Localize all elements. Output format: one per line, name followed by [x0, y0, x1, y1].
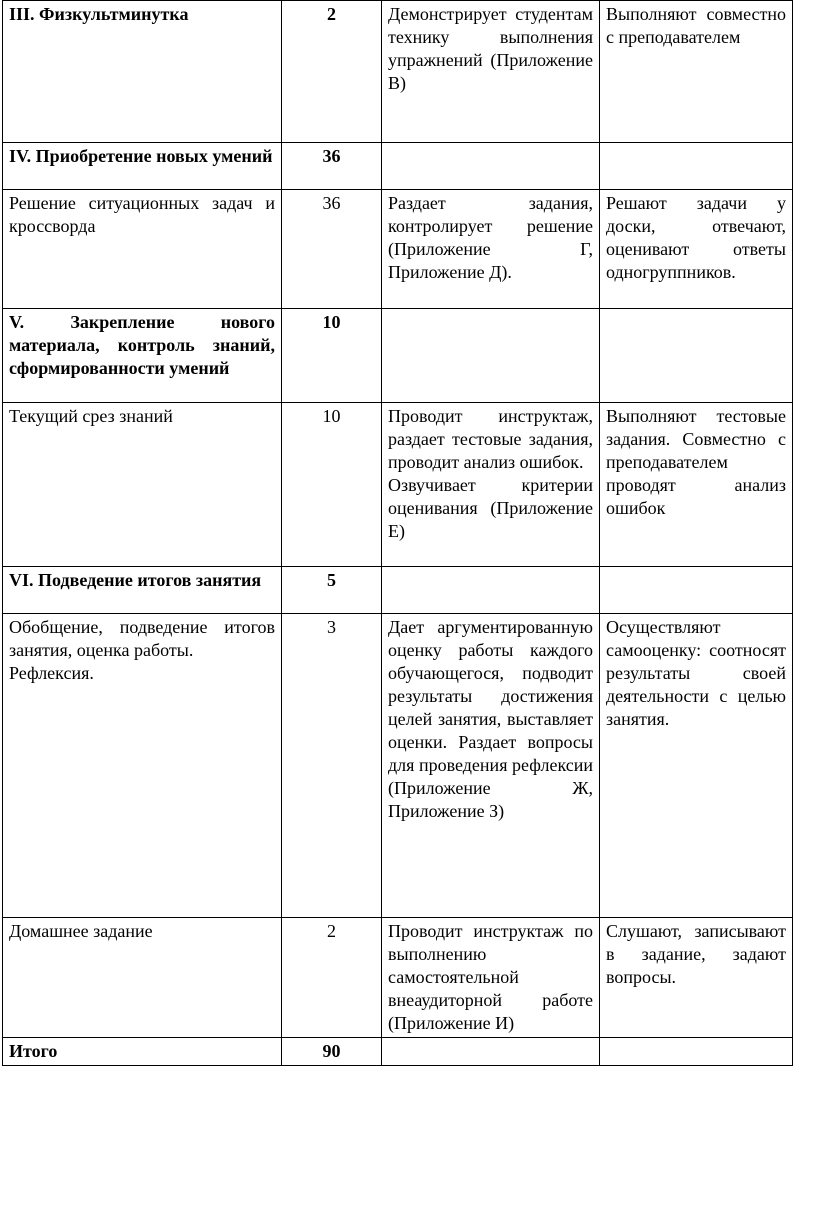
- teacher-activity-cell: [382, 309, 600, 403]
- teacher-activity-cell: Дает аргументированную оценку работы каждого обучающегося, подводит результаты достижения целей занятия, выставляет оценки. Раздает вопросы для проведения рефлексии (Приложение Ж, Приложение З): [382, 614, 600, 918]
- teacher-activity-cell: Демонстрирует студентам технику выполнения упражнений (Приложение В): [382, 1, 600, 143]
- student-activity-cell: Выполняют совместно с преподавателем: [600, 1, 793, 143]
- total-minutes-cell: 90: [282, 1038, 382, 1066]
- student-activity-cell: Выполняют тестовые задания. Совместно с преподавателем проводят анализ ошибок: [600, 403, 793, 567]
- teacher-activity-text: Проводит инструктаж, раздает тестовые задания, проводит анализ ошибок.: [388, 406, 593, 472]
- stage-text-extra: Рефлексия.: [9, 663, 94, 683]
- stage-cell: VI. Подведение итогов занятия: [3, 567, 282, 614]
- teacher-activity-cell: Раздает задания, контролирует решение (Приложение Г, Приложение Д).: [382, 190, 600, 309]
- minutes-cell: 2: [282, 1, 382, 143]
- minutes-cell: 2: [282, 918, 382, 1038]
- student-activity-cell: [600, 143, 793, 190]
- table-row: [3, 403, 793, 567]
- minutes-cell: 3: [282, 614, 382, 918]
- minutes-cell: 36: [282, 143, 382, 190]
- teacher-activity-cell: Проводит инструктаж по выполнению самостоятельной внеаудиторной работе (Приложение И): [382, 918, 600, 1038]
- student-activity-cell: [600, 567, 793, 614]
- minutes-cell: 10: [282, 309, 382, 403]
- student-activity-cell: [600, 1038, 793, 1066]
- teacher-activity-cell: [382, 567, 600, 614]
- table-row: [3, 309, 793, 403]
- total-label-cell: Итого: [3, 1038, 282, 1066]
- teacher-activity-cell: [382, 403, 600, 567]
- teacher-activity-cell: [382, 1038, 600, 1066]
- student-activity-cell: Слушают, записывают в задание, задают вопросы.: [600, 918, 793, 1038]
- table-row: [3, 143, 793, 190]
- minutes-cell: 36: [282, 190, 382, 309]
- student-activity-cell: Решают задачи у доски, отвечают, оценивают ответы одногруппников.: [600, 190, 793, 309]
- teacher-activity-text-extra: Озвучивает критерии оценивания (Приложение Е): [388, 475, 593, 541]
- table-row: [3, 567, 793, 614]
- stage-cell: Домашнее задание: [3, 918, 282, 1038]
- student-activity-cell: [600, 309, 793, 403]
- stage-cell: [3, 614, 282, 918]
- minutes-cell: 5: [282, 567, 382, 614]
- student-activity-cell: Осуществляют самооценку: соотносят результаты своей деятельности с целью занятия.: [600, 614, 793, 918]
- stage-cell: Текущий срез знаний: [3, 403, 282, 567]
- stage-cell: IV. Приобретение новых умений: [3, 143, 282, 190]
- table-row-total: [3, 1038, 793, 1066]
- stage-cell: Решение ситуационных задач и кроссворда: [3, 190, 282, 309]
- table-row: [3, 1, 793, 143]
- table-row: [3, 918, 793, 1038]
- minutes-cell: 10: [282, 403, 382, 567]
- lesson-plan-table: [2, 0, 793, 1066]
- teacher-activity-cell: [382, 143, 600, 190]
- stage-text: Обобщение, подведение итогов занятия, оценка работы.: [9, 617, 275, 660]
- stage-cell: III. Физкультминутка: [3, 1, 282, 143]
- stage-cell: V. Закрепление нового материала, контроль знаний, сформированности умений: [3, 309, 282, 403]
- table-row: [3, 190, 793, 309]
- table-row: [3, 614, 793, 918]
